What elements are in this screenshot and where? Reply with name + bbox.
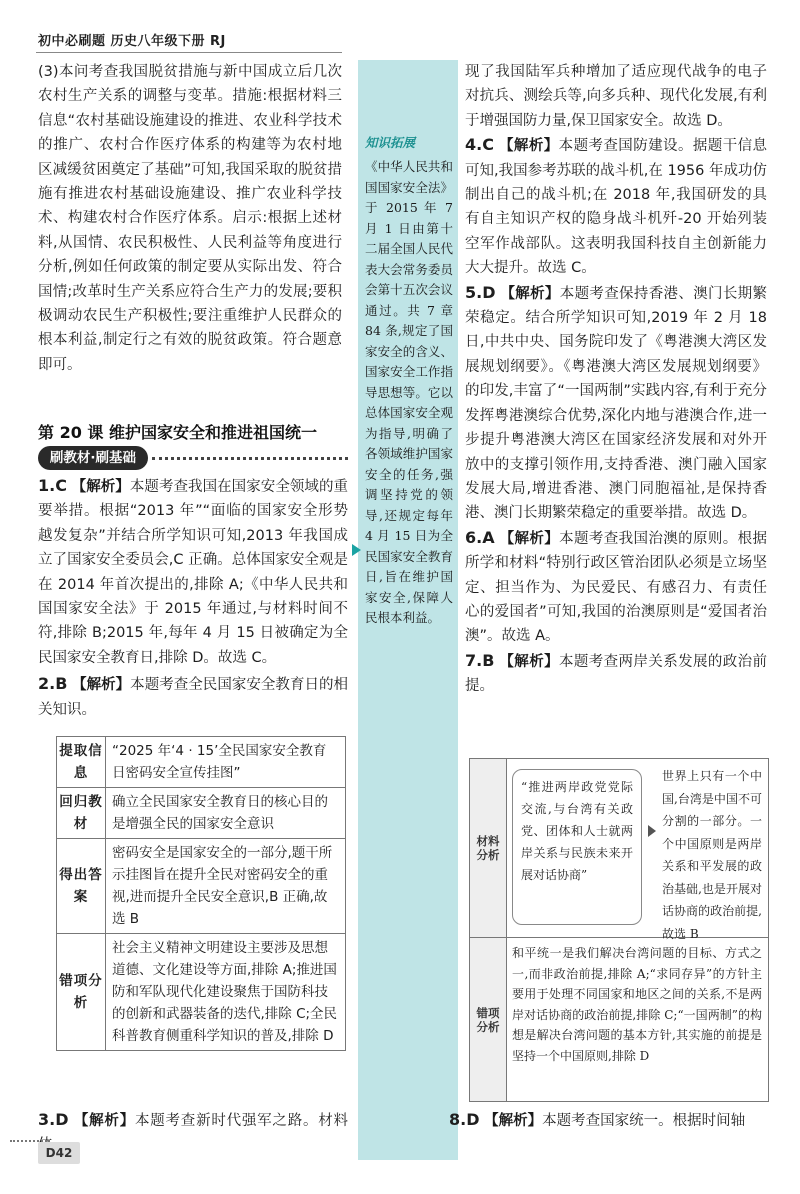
- q4-answer: C: [482, 135, 494, 155]
- left-column: [38, 60, 342, 377]
- q1-number: 1.: [38, 476, 56, 495]
- analysis-table: [56, 736, 346, 1051]
- q8-number: 8.: [449, 1110, 467, 1129]
- q5-tag: 【解析】: [500, 285, 560, 302]
- q3-answer: D: [55, 1110, 69, 1129]
- q6-answer: A: [482, 527, 495, 547]
- material-analysis-box: [469, 758, 769, 1102]
- page-header: 初中必刷题 历史八年级下册 RJ: [38, 34, 226, 49]
- q8-text: 本题考查国家统一。根据时间轴: [542, 1113, 746, 1129]
- q1-tag: 【解析】: [71, 479, 130, 495]
- table-cell: 社会主义精神文明建设主要涉及思想道德、文化建设等方面,排除 A;推进国防和军队现代化建设聚焦于国防科技的创新和武器装备的迭代,排除 C;全民科普教育侧重科学知识的普及,排除 D: [106, 934, 346, 1051]
- knowledge-title: 知识拓展: [365, 135, 416, 150]
- q4-number: 4.: [465, 135, 483, 155]
- q4-tag: 【解析】: [499, 138, 559, 155]
- q7-tag: 【解析】: [499, 653, 559, 670]
- q2-text: 本题考查全民国家安全教育日的相关知识。: [38, 677, 349, 718]
- material-quote: “推进两岸政党党际交流,与台湾有关政党、团体和人士就两岸关系与民族未来开展对话协商”: [512, 769, 642, 925]
- page-number: D42: [38, 1142, 80, 1164]
- arrow-right-icon: [648, 825, 656, 837]
- q8-block: [449, 1108, 769, 1133]
- q5-text: 本题考查保持香港、澳门长期繁荣稳定。结合所学知识可知,2019 年 2 月 18 日,中共中央、国务院印发了《粤港澳大湾区发展规划纲要》。《粤港澳大湾区发展规划纲要》的印发,丰富了“一国两制”实践内容,有利于充分发挥粤港澳综合优势,深化内地与港澳合作,进一步提升粤港澳大湾区在国家经济发展和对外开放中的支撑引领作用,支持香港、澳门融入国家发展大局,增进香港、澳门同胞福祉,是保持香港、澳门长期繁荣稳定的重要举措。故选 D。: [465, 285, 768, 522]
- section-banner: [38, 446, 348, 470]
- wrong-header-label: 错项分析: [476, 1005, 500, 1034]
- table-cell: 密码安全是国家安全的一部分,题干所示挂图旨在提升全民对密码安全的重视,进而提升全民安全意识,B 正确,故选 B: [106, 839, 346, 934]
- table-row: [57, 788, 346, 839]
- q7-answer: B: [482, 650, 495, 670]
- q1-answer: C: [55, 476, 67, 495]
- table-cell: 确立全民国家安全教育日的核心目的是增强全民的国家安全意识: [106, 788, 346, 839]
- q3-tag: 【解析】: [73, 1113, 135, 1129]
- q5-answer: D: [482, 282, 496, 302]
- q3-text: 本题考查新时代强军之路。材料: [134, 1113, 349, 1129]
- table-row: [57, 737, 346, 788]
- q4-text: 本题考查国防建设。据题干信息可知,我国参考苏联的战斗机,在 1956 年成功仿制出自己的战斗机;在 2018 年,我国研发的具有自主知识产权的隐身战斗机歼-20 开始列装空军作战部队。这表明我国科技自主创新能力大大提升。故选 C。: [465, 138, 768, 277]
- q6-number: 6.: [465, 527, 483, 547]
- q3-part3-text: (3)本问考查我国脱贫措施与新中国成立后几次农村生产关系的调整与变革。措施:根据材料三信息“农村基础设施建设的推进、农业科学技术的推广、农村合作医疗体系的构建等为农村地区减缓贫困奠定了基础”可知,我国采取的脱贫措施有推进农村基础设施建设、推广农业科学技术、构建农村合作医疗体系。启示:根据上述材料,从国情、农民积极性、人民利益等角度进行分析,例如任何政策的制定要从实际出发、符合国情;改革时生产关系应符合生产力的发展;要积极调动农民生产积极性;要注重维护人民群众的根本利益,制定行之有效的脱贫政策。符合题意即可。: [38, 64, 342, 373]
- q5-number: 5.: [465, 282, 483, 302]
- q7-number: 7.: [465, 650, 483, 670]
- q3-number: 3.: [38, 1110, 56, 1129]
- q2-number: 2.: [38, 674, 56, 694]
- material-row: [470, 759, 768, 941]
- banner-label: 刷教材·刷基础: [38, 446, 148, 470]
- q6-tag: 【解析】: [499, 530, 560, 547]
- table-header-cell: 得出答案: [57, 839, 106, 934]
- q1-block: [38, 474, 348, 722]
- material-header-cell: [470, 759, 507, 937]
- q2-tag: 【解析】: [72, 677, 131, 694]
- q2-answer: B: [55, 674, 68, 694]
- material-analysis-text: 世界上只有一个中国,台湾是中国不可分割的一部分。一个中国原则是两岸关系和平发展的政治基础,也是开展对话协商的政治前提,故选 B: [662, 769, 762, 941]
- sidebar-pointer-icon: [352, 544, 361, 556]
- table-cell: “2025 年‘4 · 15’全民国家安全教育日密码安全宣传挂图”: [106, 737, 346, 788]
- table-row: [57, 839, 346, 934]
- table-row: [57, 934, 346, 1051]
- q1-text: 本题考查我国在国家安全领域的重要举措。根据“2013 年”“面临的国家安全形势越发复杂”并结合所学知识可知,2013 年我国成立了国家安全委员会,C 正确。总体国家安全观是在 2014 年首次提出的,排除 A;《中华人民共和国国家安全法》于 2015 年通过,与材料时间不符,排除 B;2015 年,每年 4 月 15 日被确定为全民国家安全教育日,排除 D。故选 C。: [38, 479, 349, 666]
- right-column: [465, 60, 767, 699]
- table-header-cell: 错项分析: [57, 934, 106, 1051]
- table-header-cell: 提取信息: [57, 737, 106, 788]
- q8-answer: D: [466, 1110, 480, 1129]
- knowledge-text: 《中华人民共和国国家安全法》于 2015 年 7 月 1 日由第十二届全国人民代表大会常务委员会第十五次会议通过。共 7 章 84 条,规定了国家安全的含义、国家安全工作指导思想等。它以总体国家安全观为指导,明确了各领域维护国家安全的任务,强调坚持党的领导,还规定每年 4 月 15 日为全民国家安全教育日,旨在维护国家安全,保障人民根本利益。: [365, 159, 453, 625]
- q3-continued: 现了我国陆军兵种增加了适应现代战争的电子对抗兵、测绘兵等,向多兵种、现代化发展,有利于增强国防力量,保卫国家安全。故选 D。: [465, 64, 767, 129]
- table-header-cell: 回归教材: [57, 788, 106, 839]
- header-divider: [36, 52, 342, 53]
- banner-dots: [152, 457, 348, 460]
- material-header-label: 材料分析: [476, 834, 500, 862]
- q7-text: 本题考查两岸关系发展的政治前提。: [465, 653, 768, 695]
- wrong-header-cell: [470, 938, 507, 1101]
- wrong-analysis-text: 和平统一是我们解决台湾问题的目标、方式之一,而非政治前提,排除 A;“求同存异”的方针主要用于处理不同国家和地区之间的关系,不是两岸对话协商的政治前提,排除 C;“一国两制”的构想是解决台湾问题的基本方针,其实施的前提是坚持一个中国原则,排除 D: [512, 946, 762, 1063]
- q3-block: [38, 1108, 348, 1158]
- lesson-title: 第 20 课 维护国家安全和推进祖国统一: [38, 423, 317, 442]
- q8-tag: 【解析】: [484, 1113, 543, 1129]
- q6-text: 本题考查我国治澳的原则。根据所学和材料“特别行政区管治团队必须是立场坚定、担当作为、为民爱民、有感召力、有责任心的爱国者”可知,我国的治澳原则是“爱国者治澳”。故选 A。: [465, 530, 768, 645]
